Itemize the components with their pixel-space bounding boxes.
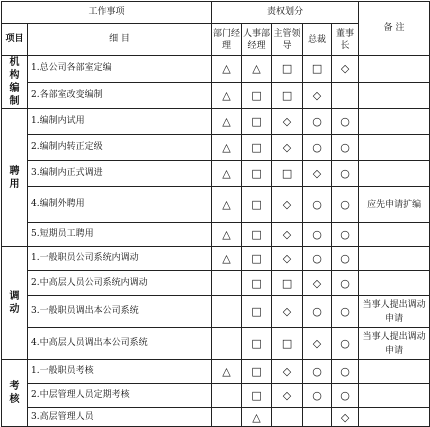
header-responsibility: 责权划分 bbox=[212, 2, 359, 24]
authority-symbol-chairman: ○ bbox=[332, 187, 359, 223]
authority-symbol-hr-manager: △ bbox=[242, 408, 272, 427]
authority-symbol-chairman bbox=[332, 82, 359, 109]
authority-symbol-president: ◇ bbox=[303, 271, 332, 296]
authority-symbol-chairman: ○ bbox=[332, 109, 359, 135]
authority-symbol-hr-manager: □ bbox=[242, 296, 272, 328]
table-row bbox=[2, 296, 430, 328]
row-remark bbox=[359, 271, 430, 296]
table-row bbox=[2, 187, 430, 223]
authority-symbol-hr-manager: □ bbox=[242, 187, 272, 223]
authority-symbol-chairman: ○ bbox=[332, 328, 359, 360]
authority-symbol-dept-manager: △ bbox=[212, 360, 242, 384]
authority-symbol-supervisor: ◇ bbox=[272, 360, 303, 384]
authority-symbol-dept-manager: △ bbox=[212, 56, 242, 83]
authority-symbol-president: ◇ bbox=[303, 161, 332, 187]
table-row bbox=[2, 223, 430, 247]
table-row bbox=[2, 247, 430, 271]
row-detail: 3.高层管理人员 bbox=[28, 408, 212, 427]
authority-symbol-hr-manager: □ bbox=[242, 271, 272, 296]
group-label bbox=[2, 56, 28, 109]
authority-symbol-supervisor: ◇ bbox=[272, 247, 303, 271]
responsibility-table bbox=[1, 1, 430, 427]
authority-symbol-president: ○ bbox=[303, 187, 332, 223]
authority-symbol-president bbox=[303, 408, 332, 427]
authority-symbol-president: ○ bbox=[303, 296, 332, 328]
row-detail: 2.各部室改变编制 bbox=[28, 82, 212, 109]
authority-symbol-supervisor: ◇ bbox=[272, 296, 303, 328]
authority-symbol-president: ○ bbox=[303, 223, 332, 247]
authority-symbol-dept-manager: △ bbox=[212, 223, 242, 247]
authority-symbol-supervisor: ◇ bbox=[272, 223, 303, 247]
group-label bbox=[2, 247, 28, 360]
authority-symbol-hr-manager: □ bbox=[242, 135, 272, 161]
authority-symbol-chairman: ○ bbox=[332, 247, 359, 271]
row-detail: 5.短期员工聘用 bbox=[28, 223, 212, 247]
row-remark bbox=[359, 247, 430, 271]
authority-symbol-president: ○ bbox=[303, 360, 332, 384]
authority-symbol-president: ◇ bbox=[303, 328, 332, 360]
header-row-top bbox=[2, 2, 430, 24]
authority-symbol-hr-manager: □ bbox=[242, 223, 272, 247]
table-row bbox=[2, 82, 430, 109]
authority-symbol-supervisor: □ bbox=[272, 161, 303, 187]
group-label-text: 机 构 编 制 bbox=[9, 57, 20, 107]
header-col-president: 总裁 bbox=[303, 24, 332, 56]
authority-symbol-president: ○ bbox=[303, 384, 332, 408]
authority-symbol-hr-manager: □ bbox=[242, 328, 272, 360]
authority-symbol-supervisor: □ bbox=[272, 56, 303, 83]
row-detail: 2.编制内转正定级 bbox=[28, 135, 212, 161]
row-detail: 3.编制内正式调进 bbox=[28, 161, 212, 187]
authority-symbol-dept-manager bbox=[212, 271, 242, 296]
row-remark bbox=[359, 408, 430, 427]
authority-symbol-hr-manager: □ bbox=[242, 360, 272, 384]
row-remark bbox=[359, 56, 430, 83]
authority-symbol-supervisor: □ bbox=[272, 328, 303, 360]
authority-symbol-chairman: ◇ bbox=[332, 56, 359, 83]
row-detail: 2.中高层人员公司系统内调动 bbox=[28, 271, 212, 296]
authority-symbol-dept-manager: △ bbox=[212, 82, 242, 109]
row-remark bbox=[359, 384, 430, 408]
row-remark: 当事人提出调动申请 bbox=[359, 328, 430, 360]
authority-symbol-supervisor: ◇ bbox=[272, 187, 303, 223]
row-remark bbox=[359, 135, 430, 161]
row-remark bbox=[359, 360, 430, 384]
authority-symbol-president: ○ bbox=[303, 109, 332, 135]
authority-symbol-supervisor: ◇ bbox=[272, 384, 303, 408]
header-item: 项目 bbox=[2, 24, 28, 56]
authority-symbol-dept-manager: △ bbox=[212, 109, 242, 135]
authority-symbol-supervisor: ◇ bbox=[272, 135, 303, 161]
row-remark: 应先申请扩编 bbox=[359, 187, 430, 223]
authority-symbol-dept-manager bbox=[212, 328, 242, 360]
authority-symbol-dept-manager: △ bbox=[212, 187, 242, 223]
authority-symbol-chairman: ◇ bbox=[332, 408, 359, 427]
header-col-supervisor: 主管领导 bbox=[272, 24, 303, 56]
header-work-items: 工作事项 bbox=[2, 2, 212, 24]
row-detail: 4.编制外聘用 bbox=[28, 187, 212, 223]
authority-symbol-hr-manager: □ bbox=[242, 384, 272, 408]
table-row bbox=[2, 109, 430, 135]
table-row bbox=[2, 328, 430, 360]
table-row bbox=[2, 408, 430, 427]
header-detail: 细 目 bbox=[28, 24, 212, 56]
group-label-text: 聘 用 bbox=[9, 165, 20, 190]
header-col-chairman: 董事长 bbox=[332, 24, 359, 56]
authority-symbol-hr-manager: □ bbox=[242, 247, 272, 271]
header-col-hr-manager: 人事部经理 bbox=[242, 24, 272, 56]
row-detail: 1.总公司各部室定编 bbox=[28, 56, 212, 83]
row-detail: 2.中层管理人员定期考核 bbox=[28, 384, 212, 408]
authority-symbol-chairman: ○ bbox=[332, 223, 359, 247]
authority-symbol-dept-manager bbox=[212, 408, 242, 427]
authority-symbol-president: ○ bbox=[303, 247, 332, 271]
row-detail: 4.中高层人员调出本公司系统 bbox=[28, 328, 212, 360]
row-detail: 1.一般职员公司系统内调动 bbox=[28, 247, 212, 271]
authority-symbol-president: ○ bbox=[303, 135, 332, 161]
table-row bbox=[2, 384, 430, 408]
row-detail: 3.一般职员调出本公司系统 bbox=[28, 296, 212, 328]
row-remark bbox=[359, 82, 430, 109]
group-label-text: 调 动 bbox=[9, 291, 20, 315]
authority-symbol-supervisor: □ bbox=[272, 271, 303, 296]
header-remarks: 备 注 bbox=[359, 2, 430, 56]
authority-symbol-hr-manager: □ bbox=[242, 161, 272, 187]
table-row bbox=[2, 56, 430, 83]
authority-symbol-chairman: ○ bbox=[332, 135, 359, 161]
row-remark bbox=[359, 161, 430, 187]
authority-symbol-chairman: ○ bbox=[332, 384, 359, 408]
authority-symbol-chairman: ○ bbox=[332, 360, 359, 384]
group-label-text: 考 核 bbox=[9, 381, 20, 405]
authority-symbol-hr-manager: □ bbox=[242, 109, 272, 135]
table-row bbox=[2, 135, 430, 161]
authority-symbol-president: □ bbox=[303, 56, 332, 83]
authority-symbol-dept-manager bbox=[212, 384, 242, 408]
authority-symbol-dept-manager bbox=[212, 296, 242, 328]
authority-symbol-chairman: ○ bbox=[332, 296, 359, 328]
row-remark: 当事人提出调动申请 bbox=[359, 296, 430, 328]
authority-symbol-chairman: ○ bbox=[332, 271, 359, 296]
authority-symbol-supervisor bbox=[272, 408, 303, 427]
row-detail: 1.编制内试用 bbox=[28, 109, 212, 135]
authority-symbol-hr-manager: □ bbox=[242, 82, 272, 109]
row-remark bbox=[359, 109, 430, 135]
authority-symbol-supervisor: □ bbox=[272, 82, 303, 109]
authority-symbol-dept-manager: △ bbox=[212, 161, 242, 187]
authority-symbol-chairman: ○ bbox=[332, 161, 359, 187]
table-row bbox=[2, 271, 430, 296]
group-label bbox=[2, 109, 28, 247]
row-detail: 1.一般职员考核 bbox=[28, 360, 212, 384]
header-col-dept-manager: 部门经理 bbox=[212, 24, 242, 56]
authority-symbol-supervisor: ◇ bbox=[272, 109, 303, 135]
table-row bbox=[2, 360, 430, 384]
authority-symbol-dept-manager: △ bbox=[212, 135, 242, 161]
authority-symbol-president: ◇ bbox=[303, 82, 332, 109]
authority-symbol-dept-manager: △ bbox=[212, 247, 242, 271]
table-row bbox=[2, 161, 430, 187]
group-label bbox=[2, 360, 28, 427]
row-remark bbox=[359, 223, 430, 247]
authority-symbol-hr-manager: △ bbox=[242, 56, 272, 83]
